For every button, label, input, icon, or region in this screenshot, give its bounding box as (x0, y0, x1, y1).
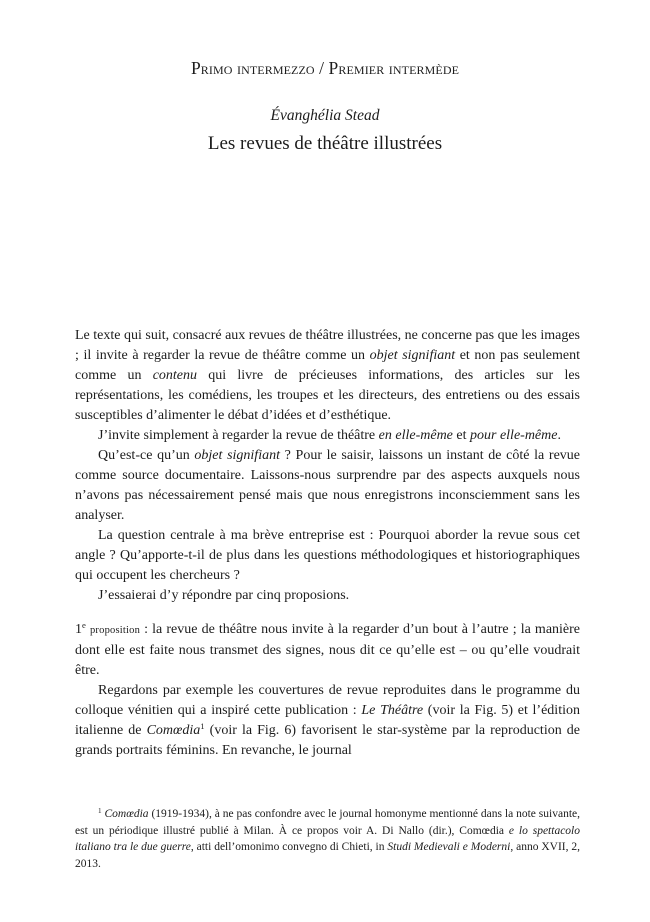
article-title: Les revues de théâtre illustrées (207, 133, 443, 154)
section-header: Primo intermezzo / Premier intermède (190, 58, 460, 78)
body-text (75, 326, 580, 761)
footnote-1: $^1$ Comœdia (1919-1934), à ne pas confondre avec le journal homonyme mentionné dans la note suivante, est un périodique illustré publié à Milan. À ce propos voir A. Di Nallo (dir.), Comœdia e lo spettacolo italiano tra le due guerre, atti dell’omonimo convegno di Chieti, in Studi Medievali e Moderni, anno XVII, 2, 2013. (75, 807, 581, 870)
paragraph-6: 1e proposition : la revue de théâtre nous invite à la regarder d’un bout à l’autre ; la manière dont elle est faite nous transmet des signes, nous dit ce qu’elle est – ou qu’elle voudrait être. (75, 620, 581, 678)
paragraph-5: J’essaierai d’y répondre par cinq proposions. (98, 588, 350, 603)
paragraph-1: Le texte qui suit, consacré aux revues de théâtre illustrées, ne concerne pas que les images ; il invite à regarder la revue de théâtre comme un objet signifiant et non pas seulement comme un contenu qui livre de précieuses informations, des articles sur les représentations, les comédiens, les troupes et les directeurs, des entretiens ou des essais susceptibles d’alimenter le débat d’idées et d’esthétique. (75, 328, 581, 423)
author-name: Évanghélia Stead (270, 107, 380, 124)
footnote-number: 1 (98, 807, 102, 816)
paragraph-3: Qu’est-ce qu’un objet signifiant ? Pour le saisir, laissons un instant de côté la revue comme source documentaire. Laissons-nous surprendre par des aspects auxquels nous n’avons pas nécessairement pensé mais que nous enregistrons inconsciemment sans les analyser. (75, 448, 581, 523)
footnote (75, 806, 580, 872)
paragraph-7: Regardons par exemple les couvertures de revue reproduites dans le programme du colloque vénitien qui a inspiré cette publication : Le Théâtre (voir la Fig. 5) et l’édition italienne de Comœdia$^1$ (voir la Fig. 6) favorisent le star-système par la reproduction de grands portraits féminins. En revanche, le journal (75, 683, 580, 758)
footnote-ref[interactable]: 1 (200, 721, 205, 732)
paragraph-4: La question centrale à ma brève entreprise est : Pourquoi aborder la revue sous cet angle ? Qu’apporte-t-il de plus dans les questions méthodologiques et historiographiques qui occupent les chercheurs ? (75, 528, 580, 583)
paragraph-2: J’invite simplement à regarder la revue de théâtre en elle-même et pour elle-même. (98, 428, 561, 443)
